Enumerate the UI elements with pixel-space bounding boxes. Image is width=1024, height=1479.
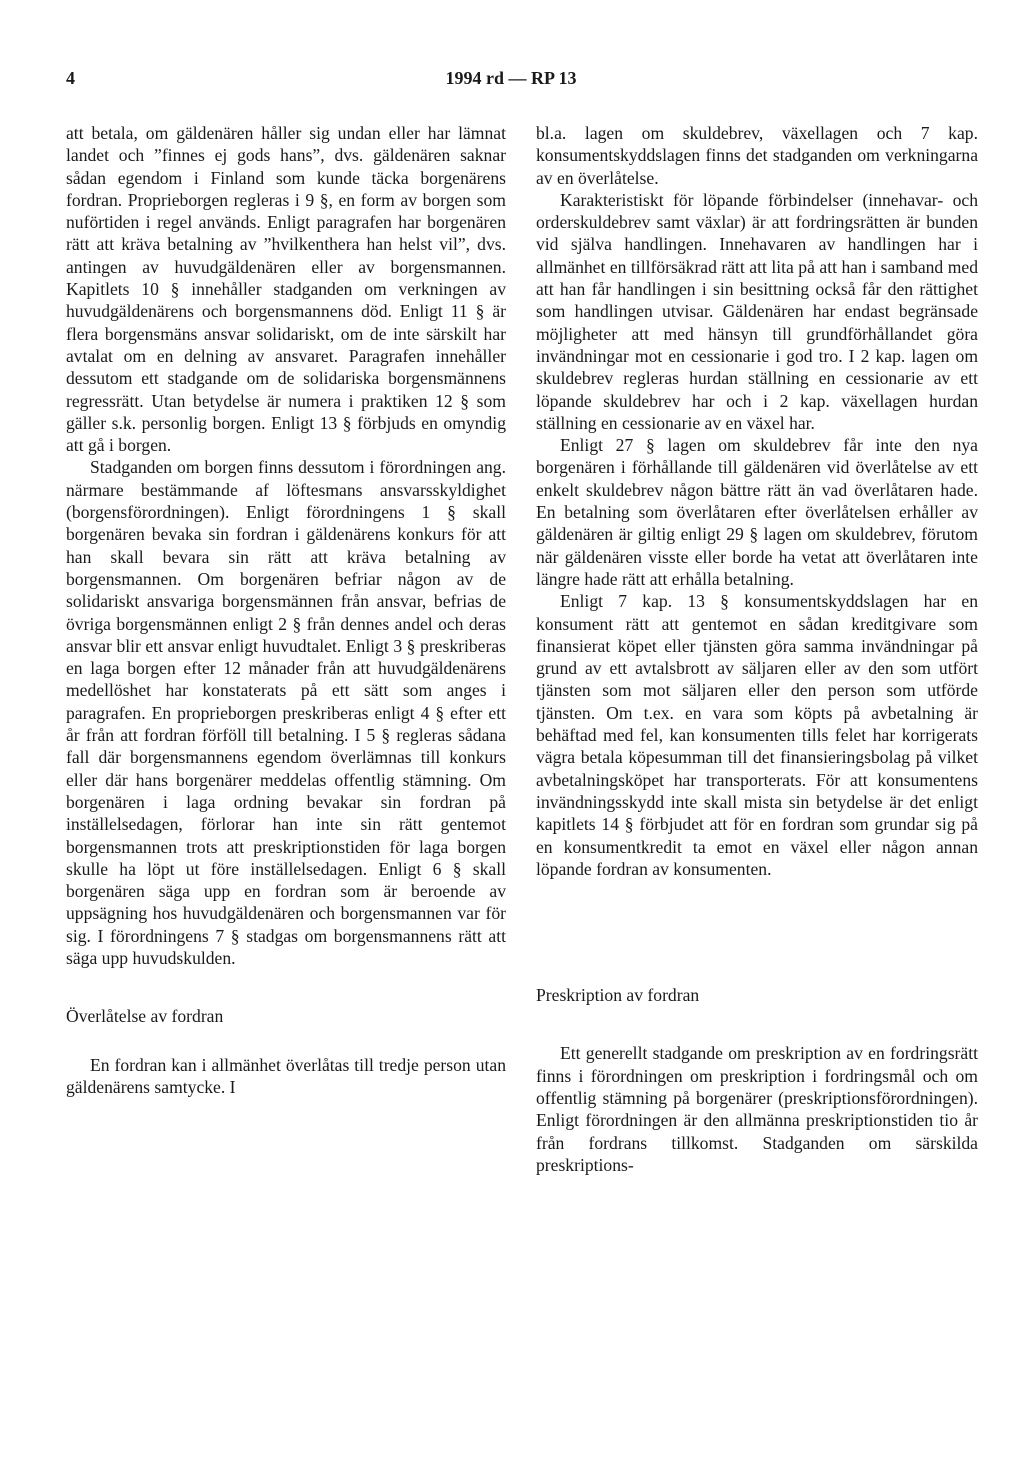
- right-column: [536, 122, 978, 1176]
- paragraph-lopande-forbindelser: Karakteristiskt för löpande förbindelser (innehavar- och orderskuldebrev samt växlar) är att fordringsrätten är bunden vid själva handlingen. Innehavaren av handlingen har i allmänhet en tillförsäkrad rätt att lita på att han i samband med att han får handlingen i sin besittning också får den rättighet som handlingen utvisar. Gäldenären har endast begränsade möjligheter att med hänsyn till grundförhållandet göra invändningar mot en cessionarie i god tro. I 2 kap. lagen om skuldebrev regleras hurdan ställning en cessionarie av ett löpande skuldebrev har och i 2 kap. växellagen hurdan ställning en cessionarie av en växel har.: [536, 189, 978, 433]
- paragraph-preskription: Ett generellt stadgande om preskription av en fordringsrätt finns i förordningen om preskription i fordringsmål och om offentlig stämning på borgenärer (preskriptionsförordningen). Enligt förordningen är den allmänna preskriptionstiden tio år från fordrans tillkomst. Stadganden om särskilda preskriptions-: [536, 1043, 978, 1175]
- paragraph-overlatelse: En fordran kan i allmänhet överlåtas till tredje person utan gäldenärens samtycke. I: [66, 1054, 506, 1097]
- running-title: 1994 rd — RP 13: [445, 68, 577, 88]
- paragraph-enkelt-skuldebrev: Enligt 27 § lagen om skuldebrev får inte den nya borgenären i förhållande till gäldenären vid överlåtelse av ett enkelt skuldebrev någon bättre rätt än vad överlåtaren hade. En betalning som överlåtaren efter överlåtelsen erhåller av gäldenären är giltig enligt 29 § lagen om skuldebrev, förutom när gäldenären visste eller borde ha vetat att överlåtaren inte längre hade rätt att erhålla betalning.: [536, 435, 978, 589]
- left-column: [66, 122, 506, 1098]
- paragraph-overlatelse-continued: bl.a. lagen om skuldebrev, växellagen och 7 kap. konsumentskyddslagen finns det stadganden om verkningarna av en överlåtelse.: [536, 123, 978, 188]
- page-header: [66, 68, 956, 98]
- paragraph-konsumentskydd: Enligt 7 kap. 13 § konsumentskyddslagen har en konsument rätt att gentemot en sådan kreditgivare som finansierat köpet eller tjänsten göra samma invändningar på grund av ett avtalsbrott av säljaren eller av den som utfört tjänsten som mot säljaren eller den person som utförde tjänsten. Om t.ex. en vara som köpts på avbetalning är behäftad med fel, kan konsumenten tills felet har korrigerats vägra betala köpesumman till det finansieringsbolag på vilket avbetalningsköpet har transporterats. För att konsumentens invändningsskydd inte skall mista sin betydelse är det enligt kapitlets 14 § förbjudet att för en fordran som grundar sig på en konsumentkredit ta emot en växel eller någon annan löpande fordran av konsumenten.: [536, 591, 978, 879]
- section-heading-preskription: Preskription av fordran: [536, 985, 700, 1006]
- paragraph-borgensforordningen: Stadganden om borgen finns dessutom i förordningen ang. närmare bestämmande af löftesmans ansvarsskyldighet (borgensförordningen). Enligt förordningens 1 § skall borgenären bevaka sin fordran i gäldenärens konkurs för att han skall bevara sin rätt att kräva betalning av borgensmannen. Om borgenären befriar någon av de solidariskt ansvariga borgensmännen från ansvar, befrias de övriga borgensmännen enligt 2 § från dennes andel och deras ansvar blir ett ansvar enligt huvudtalet. Enligt 3 § preskriberas en laga borgen efter 12 månader från att huvudgäldenärens medellöshet har konstaterats på ett sätt som anges i paragrafen. En proprieborgen preskriberas enligt 4 § efter ett år från att fordran förföll till betalning. I 5 § regleras sådana fall där borgensmannens egendom överlämnas till konkurs eller där hans borgenärer meddelas offentlig stämning. Om borgenären i laga ordning bevakar sin fordran på inställelsedagen, förlorar han inte sin rätt gentemot borgensmannen trots att preskriptionstiden för laga borgen skulle ha löpt ut före inställelsedagen. Enligt 6 § skall borgenären säga upp en fordran som är beroende av uppsägning hos huvudgäldenären och borgensmannen var för sig. I förordningens 7 § stadgas om borgensmannens rätt att säga upp huvudskulden.: [66, 457, 506, 968]
- section-heading-overlatelse: Överlåtelse av fordran: [66, 1006, 224, 1027]
- paragraph-borgen-continued: att betala, om gäldenären håller sig undan eller har lämnat landet och ”finnes ej gods hans”, dvs. gäldenären saknar sådan egendom i Finland som kunde täcka borgenärens fordran. Proprieborgen regleras i 9 §, en form av borgen som nuförtiden i regel används. Enligt paragrafen har borgenären rätt att kräva betalning av ”hvilkenthera han helst vil”, dvs. antingen av huvudgäldenären eller av borgensmannen. Kapitlets 10 § innehåller stadganden om verkningen av huvudgäldenärens och borgensmannens död. Enligt 11 § är flera borgensmäns ansvar solidariskt, om de inte särskilt har avtalat om en delning av ansvaret. Paragrafen innehåller dessutom ett stadgande om de solidariska borgensmännens regressrätt. Utan betydelse är numera i praktiken 12 § som gäller s.k. personlig borgen. Enligt 13 § förbjuds en omyndig att gå i borgen.: [66, 123, 506, 456]
- page-number: 4: [66, 68, 75, 88]
